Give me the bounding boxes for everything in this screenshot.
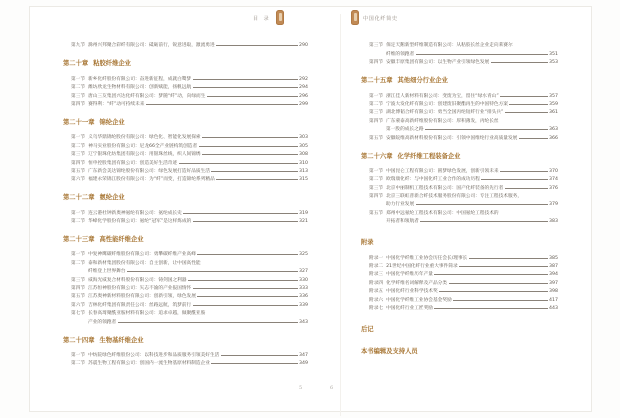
chapter-number: 第二十一章 — [63, 118, 95, 126]
entry-title: 苏震生物工程有限公司：创国内一流生物基原材料制造企业 — [88, 361, 210, 367]
dot-leader — [193, 305, 298, 306]
entry-label: 第七节 — [71, 311, 86, 317]
entry-label: 第一节 — [369, 93, 384, 99]
entry-page-number: 310 — [299, 160, 308, 166]
dot-leader — [179, 163, 298, 164]
dot-leader — [146, 104, 298, 105]
toc-column-left — [63, 40, 308, 366]
entry-label: 第三节 — [71, 277, 86, 283]
toc-entry — [369, 261, 558, 269]
chapter-title: 其他细分行业企业 — [397, 77, 448, 85]
toc-entry — [369, 294, 558, 302]
entry-page-number: 397 — [549, 280, 558, 286]
entry-title: 广东蒙泰高新纤维股份有限公司：厚积薄发，丙纶长丝 — [386, 118, 499, 124]
entry-label: 第六节 — [71, 177, 86, 183]
chapter-title: 高性能纤维企业 — [99, 236, 144, 244]
dot-leader — [434, 274, 547, 275]
dot-leader — [439, 291, 547, 292]
entry-title-continued: 助力行业发展 — [386, 202, 415, 208]
running-head-toc: 目 录 — [253, 16, 271, 22]
entry-label: 第五节 — [369, 135, 384, 141]
dot-leader — [127, 271, 298, 272]
page-number-right: 6 — [330, 385, 334, 391]
toc-entry — [369, 182, 558, 190]
dot-leader — [202, 154, 297, 155]
page-number-left: 5 — [299, 385, 303, 391]
entry-page-number: 443 — [549, 305, 558, 311]
entry-title: 辽宁银珠化纺集团有限公司：用银珠丝线，织人间锦绣 — [88, 152, 201, 158]
entry-title: 义乌华鼎锦纶股份有限公司：绿色化、智能化发展探索 — [88, 135, 201, 141]
entry-title: 中国化学纤维工业协会历任会长/理事长 — [386, 255, 468, 261]
toc-entry — [71, 40, 308, 48]
entry-label: 第四节 — [369, 194, 384, 200]
entry-title-continued: 产业的领跑者 — [88, 319, 117, 325]
entry-page-number: 313 — [299, 168, 308, 174]
toc-entry — [71, 216, 308, 224]
entry-label: 附录六 — [369, 297, 384, 303]
entry-page-number: 290 — [299, 43, 308, 49]
toc-entry — [71, 207, 308, 215]
entry-title: 吉林化纤集团有限责任公司：丝路远航，筑梦前行 — [88, 302, 192, 308]
gourd-seal-icon — [276, 10, 284, 25]
chapter-title: 锦纶企业 — [99, 118, 125, 126]
entry-page-number: 327 — [299, 269, 308, 275]
entry-page-number: 299 — [299, 101, 308, 107]
entry-label: 第三节 — [369, 110, 384, 116]
entry-title: 中国化纤行业科学技术奖 — [386, 289, 438, 295]
entry-label: 第四节 — [369, 118, 384, 124]
entry-page-number: 305 — [299, 143, 308, 149]
entry-page-number: 357 — [549, 93, 558, 99]
entry-title-continued: 第一股的成长之路 — [386, 127, 424, 133]
entry-title: 长春高琦聚酰亚胺材料有限公司：追求卓越，做聚酰亚胺 — [88, 311, 206, 317]
entry-label: 第一节 — [71, 252, 86, 258]
entry-label: 第六节 — [71, 302, 86, 308]
chapter-number: 后记 — [361, 325, 374, 333]
entry-label: 第二节 — [369, 177, 384, 183]
entry-title: 欧瑞康化纤：与中国化纤工业合作的成功历程 — [386, 177, 480, 183]
chapter-heading — [361, 237, 558, 246]
entry-title: 福建永荣锦江股份有限公司：为“纤”而变，打造锦纶系列精品 — [88, 177, 215, 183]
entry-label: 第二节 — [71, 143, 86, 149]
dot-leader — [509, 104, 547, 105]
entry-title: 湖北博韬合纤有限公司：勇当全国丙纶短纤行业“排头兵” — [386, 110, 504, 116]
entry-page-number: 349 — [299, 361, 308, 367]
dot-leader — [193, 221, 298, 222]
entry-page-number: 394 — [549, 272, 558, 278]
entry-title: 江苏恒神股份有限公司：矢志不渝的产业报国情怀 — [88, 286, 192, 292]
entry-label: 第四节 — [369, 60, 384, 66]
entry-title: 神马实业股份有限公司：尼龙66全产业链构筑创造者 — [88, 143, 198, 149]
entry-page-number: 321 — [299, 219, 308, 225]
toc-entry-continuation — [369, 48, 558, 56]
entry-title: 滁州兴邦聚合彩纤有限公司：砥砺前行，锐意进取，激流勇进 — [88, 43, 215, 49]
entry-page-number: 385 — [549, 255, 558, 261]
toc-entry — [369, 90, 558, 98]
entry-title: 中国化学纤维工业协会基金奖励 — [386, 297, 452, 303]
entry-title: 北京中丽制机工程技术有限公司：国产化纤装备的先行者 — [386, 185, 504, 191]
toc-entry — [369, 286, 558, 294]
entry-page-number: 294 — [299, 85, 308, 91]
toc-entry — [71, 149, 308, 157]
dot-leader — [211, 171, 297, 172]
chapter-heading — [63, 335, 308, 344]
dot-leader — [211, 363, 297, 364]
toc-entry — [369, 132, 558, 140]
entry-title: 威海光威复合材料股份有限公司：铸剑国之利器 — [88, 277, 187, 283]
entry-label: 第二节 — [71, 361, 86, 367]
dot-leader — [500, 96, 547, 97]
toc-entry — [369, 269, 558, 277]
entry-page-number: 387 — [549, 264, 558, 270]
dot-leader — [505, 188, 548, 189]
entry-label: 第一节 — [71, 76, 86, 82]
entry-label: 第三节 — [369, 185, 384, 191]
entry-page-number: 370 — [549, 168, 558, 174]
entry-page-number: 376 — [549, 185, 558, 191]
entry-page-number: 351 — [549, 51, 558, 57]
toc-entry — [71, 174, 308, 182]
toc-entry — [71, 157, 308, 165]
toc-entry — [71, 350, 308, 358]
entry-label: 附录二 — [369, 264, 384, 270]
toc-entry — [369, 174, 558, 182]
chapter-heading — [63, 234, 308, 243]
chapter-number: 第二十三章 — [63, 236, 95, 244]
toc-entry — [71, 308, 308, 316]
entry-page-number: 347 — [299, 352, 308, 358]
toc-entry-continuation — [369, 216, 558, 224]
entry-label: 第三节 — [71, 93, 86, 99]
toc-entry — [369, 99, 558, 107]
toc-entry — [71, 166, 308, 174]
chapter-heading — [63, 58, 308, 67]
entry-title: 保定天鹅新型纤维制造有限公司：从粘胶长丝企业走向莱赛尔 — [386, 43, 513, 49]
chapter-number: 第二十章 — [63, 60, 89, 68]
dot-leader — [216, 179, 297, 180]
entry-page-number: 308 — [299, 152, 308, 158]
chapter-heading — [361, 324, 558, 333]
spine-divider — [340, 14, 341, 416]
dot-leader — [193, 288, 298, 289]
dot-leader — [459, 266, 547, 267]
toc-entry — [71, 283, 308, 291]
dot-leader — [199, 146, 298, 147]
entry-page-number: 359 — [549, 101, 558, 107]
entry-label: 第一节 — [71, 352, 86, 358]
entry-page-number: 339 — [299, 302, 308, 308]
dot-leader — [216, 45, 297, 46]
entry-title-continued: 开拓者和领航者 — [386, 219, 419, 225]
chapter-heading — [361, 151, 558, 160]
dot-leader — [420, 221, 547, 222]
dot-leader — [207, 96, 298, 97]
toc-entry — [71, 358, 308, 366]
entry-page-number: 343 — [299, 319, 308, 325]
entry-page-number: 361 — [549, 110, 558, 116]
toc-entry — [369, 40, 558, 48]
chapter-heading — [361, 346, 558, 355]
dot-leader — [469, 258, 548, 259]
dot-leader — [453, 300, 547, 301]
entry-label: 第四节 — [71, 160, 86, 166]
entry-label: 第四节 — [71, 286, 86, 292]
toc-entry — [71, 140, 308, 148]
entry-title: 中国化学纤维历年产量 — [386, 272, 433, 278]
dot-leader — [197, 254, 297, 255]
toc-entry — [369, 207, 558, 215]
entry-title: 中纺院绿色纤维股份公司：以科技进步和品质服务引领美好生活 — [88, 352, 220, 358]
toc-entry — [369, 115, 558, 123]
toc-entry — [71, 257, 308, 265]
entry-page-number: 303 — [299, 135, 308, 141]
entry-page-number: 336 — [299, 294, 308, 300]
chapter-title: 氨纶企业 — [99, 194, 125, 202]
toc-entry — [71, 82, 308, 90]
toc-entry — [71, 132, 308, 140]
entry-page-number: 330 — [299, 277, 308, 283]
chapter-heading — [63, 192, 308, 201]
chapter-title: 粘胶纤维企业 — [93, 60, 131, 68]
entry-title: 连云港杜钟新奥神氨纶有限公司：氨纶成长史 — [88, 210, 182, 216]
dot-leader — [202, 137, 297, 138]
entry-title: 泰和新材集团股份有限公司：自主创新，让中国高性能 — [88, 260, 201, 266]
toc-entry — [369, 57, 558, 65]
entry-page-number: 366 — [549, 135, 558, 141]
toc-entry — [71, 274, 308, 282]
dot-leader — [118, 322, 298, 323]
toc-entry — [71, 249, 308, 257]
entry-title-continued: 纤维的领跑者 — [386, 51, 415, 57]
entry-page-number: 379 — [549, 202, 558, 208]
entry-title: 宁波大发化纤有限公司：创建废旧聚酯再生的中国特色方案 — [386, 101, 508, 107]
dot-leader — [491, 62, 548, 63]
entry-title: 浙江佳人新材料有限公司：变废为宝，留住“绿水青山” — [386, 93, 499, 99]
dot-leader — [519, 138, 548, 139]
entry-title: 安徽丰原集团有限公司：以生物产业引领绿色发展 — [386, 60, 490, 66]
entry-label: 第四节 — [71, 101, 86, 107]
chapter-number: 第二十五章 — [361, 77, 393, 85]
entry-title: 中复神鹰碳纤维股份有限公司：勇攀碳纤维产业高峰 — [88, 252, 196, 258]
dot-leader — [434, 308, 547, 309]
toc-column-right — [361, 40, 558, 361]
entry-label: 第一节 — [71, 210, 86, 216]
entry-title: 中国化纤行业工匠奖励 — [386, 305, 433, 311]
entry-label: 附录五 — [369, 289, 384, 295]
dot-leader — [416, 54, 548, 55]
chapter-number: 本书编辑及支持人员 — [361, 347, 418, 355]
entry-page-number: 417 — [549, 297, 558, 303]
entry-title: 北京三联虹普新合纤技术服务股份有限公司：专注工程技术服务， — [386, 194, 523, 200]
entry-label: 第一节 — [369, 168, 384, 174]
entry-title: 新乡化纤股份有限公司：奋进新征程，成就白鹭梦 — [88, 76, 192, 82]
dot-leader — [500, 171, 547, 172]
entry-page-number: 315 — [299, 177, 308, 183]
entry-page-number: 325 — [299, 252, 308, 258]
entry-title: 郑州中远氨纶工程技术有限公司：中国氨纶工程技术的 — [386, 210, 499, 216]
entry-title: 恒申控股集团有限公司：创造美好生活奇迹 — [88, 160, 178, 166]
toc-entry-continuation — [369, 199, 558, 207]
entry-title: 江苏奥神新材料股份有限公司：创新引领，绿色发展 — [88, 294, 196, 300]
entry-page-number: 296 — [299, 93, 308, 99]
dot-leader — [449, 283, 548, 284]
toc-entry — [369, 303, 558, 311]
toc-entry — [369, 252, 558, 260]
entry-label: 第五节 — [369, 210, 384, 216]
toc-entry — [369, 166, 558, 174]
entry-label: 附录一 — [369, 255, 384, 261]
dot-leader — [193, 79, 298, 80]
entry-title: 21世纪中国化纤行业重大事件简录 — [386, 264, 458, 270]
entry-title: 中国昆仑工程有限公司：圆梦绿色发展，创新引领未来 — [386, 168, 499, 174]
entry-page-number: 374 — [549, 177, 558, 183]
entry-title-continued: 纤维登上世界舞台 — [88, 269, 126, 275]
entry-label: 第五节 — [71, 294, 86, 300]
toc-entry-continuation — [71, 266, 308, 274]
toc-entry — [369, 107, 558, 115]
dot-leader — [197, 296, 297, 297]
entry-page-number: 292 — [299, 76, 308, 82]
toc-entry-continuation — [71, 316, 308, 324]
entry-label: 第二节 — [71, 219, 86, 225]
toc-entry — [71, 73, 308, 81]
entry-title: 潍坊欣龙生物材料有限公司：创新赋能，扬帆远航 — [88, 85, 192, 91]
chapter-number: 附录 — [361, 239, 374, 247]
entry-title: 安徽皖维高新材料股份有限公司：引领中国维纶行业高质量发展 — [386, 135, 518, 141]
gourd-seal-icon — [351, 10, 359, 25]
running-head-book-title: 中国化纤简史 — [363, 16, 398, 22]
dot-leader — [505, 112, 548, 113]
entry-label: 第三节 — [369, 43, 384, 49]
toc-entry — [71, 90, 308, 98]
toc-entry — [71, 299, 308, 307]
toc-entry — [71, 99, 308, 107]
chapter-number: 第二十六章 — [361, 152, 393, 160]
entry-title: 唐山三友集团兴达化纤有限公司：梦随“纤”动，向绿而生 — [88, 93, 206, 99]
dot-leader — [183, 213, 297, 214]
chapter-title: 化学纤维工程装备企业 — [397, 152, 461, 160]
chapter-number: 第二十二章 — [63, 194, 95, 202]
toc-entry — [369, 277, 558, 285]
entry-label: 第九节 — [71, 43, 86, 49]
chapter-title: 生物基纤维企业 — [99, 336, 144, 344]
chapter-heading — [63, 117, 308, 126]
entry-page-number: 353 — [549, 60, 558, 66]
entry-title: 化学纤维名词解释及产品分类 — [386, 280, 448, 286]
entry-page-number: 398 — [549, 289, 558, 295]
entry-label: 第二节 — [71, 85, 86, 91]
dot-leader — [481, 179, 547, 180]
entry-label: 第二节 — [71, 260, 86, 266]
entry-label: 第二节 — [369, 101, 384, 107]
dot-leader — [221, 355, 298, 356]
entry-label: 附录四 — [369, 280, 384, 286]
entry-title: 赛得利：“纤”动可持续未来 — [88, 101, 145, 107]
toc-entry-continuation — [369, 124, 558, 132]
entry-page-number: 363 — [549, 127, 558, 133]
entry-label: 第三节 — [71, 152, 86, 158]
entry-label: 附录七 — [369, 305, 384, 311]
dot-leader — [416, 204, 548, 205]
toc-entry — [369, 191, 558, 199]
entry-label: 附录三 — [369, 272, 384, 278]
entry-page-number: 319 — [299, 210, 308, 216]
chapter-number: 第二十四章 — [63, 336, 95, 344]
entry-page-number: 383 — [549, 219, 558, 225]
entry-title: 华峰化学股份有限公司：氨纶“冠军”是这样炼成的 — [88, 219, 192, 225]
dot-leader — [193, 87, 298, 88]
entry-label: 第一节 — [71, 135, 86, 141]
dot-leader — [425, 129, 548, 130]
entry-title: 广东新会美达锦纶股份有限公司：绿色发展打造好品质生活 — [88, 168, 210, 174]
entry-label: 第五节 — [71, 168, 86, 174]
dot-leader — [188, 280, 298, 281]
entry-page-number: 333 — [299, 286, 308, 292]
chapter-heading — [361, 75, 558, 84]
toc-entry — [71, 291, 308, 299]
